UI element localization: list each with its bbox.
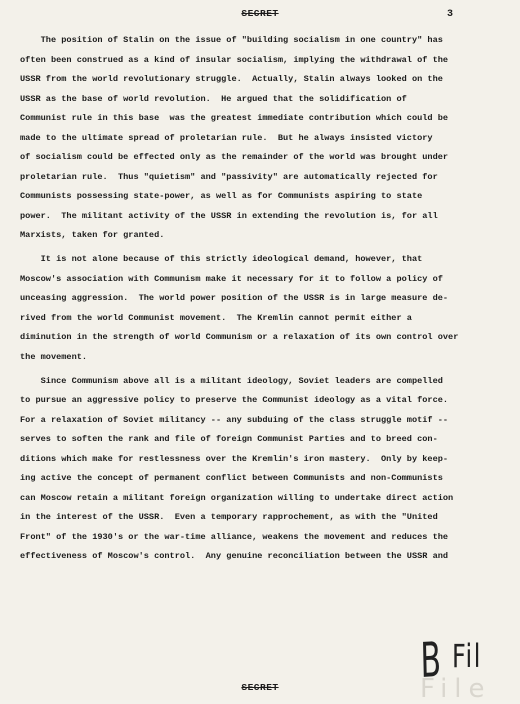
bleed-through-text: File <box>420 674 492 704</box>
text-line: Moscow's association with Communism make it necessary for it to follow a policy of <box>20 273 443 284</box>
handwritten-b: B <box>419 631 442 689</box>
text-line: diminution in the strength of world Communism or a relaxation of its own control over <box>20 332 459 342</box>
text-line: power. The militant activity of the USSR in extending the revolution is, for all <box>20 210 438 221</box>
text-line: USSR from the world revolutionary struggle. Actually, Stalin always looked on the <box>20 74 443 84</box>
text-line: Since Communism above all is a militant ideology, Soviet leaders are compelled <box>20 375 443 386</box>
text-line: effectiveness of Moscow's control. Any genuine reconciliation between the USSR and <box>20 551 449 561</box>
body-text <box>20 31 512 567</box>
page-number: 3 <box>447 9 454 20</box>
classification-footer <box>0 682 520 693</box>
text-line: of socialism could be effected only as the remainder of the world was brought under <box>20 152 449 162</box>
text-line: ditions which make for restlessness over the Kremlin's iron mastery. Only by keep- <box>20 453 449 464</box>
classification-footer-text: SECRET <box>241 682 279 693</box>
text-line: USSR as the base of world revolution. He argued that the solidification of <box>20 93 407 104</box>
text-line: ing active the concept of permanent conflict between Communists and non-Communists <box>20 473 443 483</box>
classification-header <box>0 8 520 19</box>
text-line: It is not alone because of this strictly ideological demand, however, that <box>20 254 423 264</box>
text-line: serves to soften the rank and file of foreign Communist Parties and to breed con- <box>20 434 438 444</box>
classification-header-text: SECRET <box>241 8 279 19</box>
text-line: Front" of the 1930's or the war-time alliance, weakens the movement and reduces the <box>20 531 449 542</box>
text-line: For a relaxation of Soviet militancy -- any subduing of the class struggle motif -- <box>20 414 449 425</box>
text-line: rived from the world Communist movement. The Kremlin cannot permit either a <box>20 312 412 323</box>
text-line: in the interest of the USSR. Even a temporary rapprochement, as with the "United <box>20 512 438 522</box>
text-line: unceasing aggression. The world power position of the USSR is in large measure de- <box>20 293 449 303</box>
text-line: made to the ultimate spread of proletarian rule. But he always insisted victory <box>20 132 433 143</box>
text-line: proletarian rule. Thus "quietism" and "passivity" are automatically rejected for <box>20 171 438 182</box>
text-line: often been construed as a kind of insular socialism, implying the withdrawal of the <box>20 54 449 65</box>
text-line: Marxists, taken for granted. <box>20 230 165 240</box>
text-line: Communists possessing state-power, as well as for Communists aspiring to state <box>20 191 423 201</box>
text-line: Communist rule in this base was the greatest immediate contribution which could be <box>20 113 449 123</box>
text-line: The position of Stalin on the issue of "building socialism in one country" has <box>20 35 443 45</box>
handwritten-file-note: Fil <box>452 637 482 675</box>
text-line: to pursue an aggressive policy to preserve the Communist ideology as a vital force. <box>20 395 449 405</box>
text-line: the movement. <box>20 351 88 362</box>
text-line: can Moscow retain a militant foreign organization willing to undertake direct action <box>20 492 454 503</box>
